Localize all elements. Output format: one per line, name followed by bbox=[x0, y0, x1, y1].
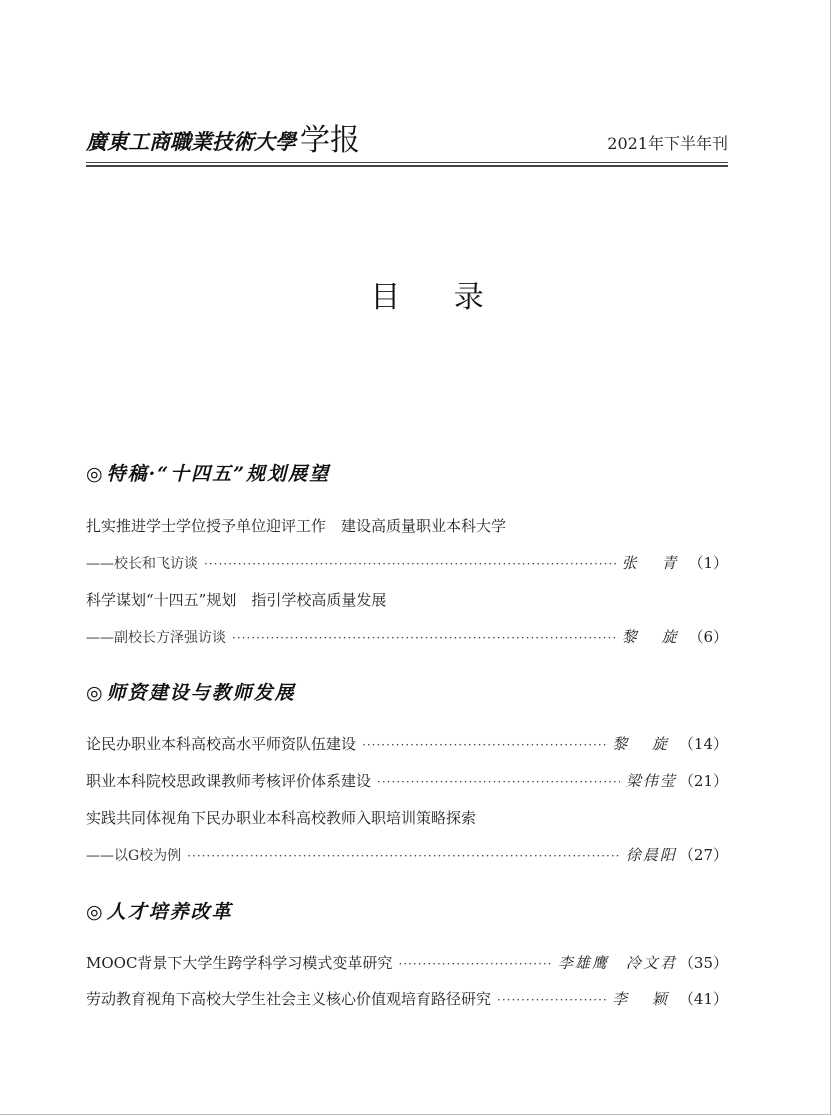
section-title-text: 师资建设与教师发展 bbox=[106, 682, 296, 704]
toc-entry[interactable] bbox=[86, 769, 728, 793]
leader-dots bbox=[362, 733, 606, 757]
section-title bbox=[86, 459, 330, 486]
toc-entry[interactable] bbox=[86, 625, 728, 649]
toc-entry[interactable] bbox=[86, 732, 728, 756]
entry-title[interactable]: 实践共同体视角下民办职业本科高校教师入职培训策略探索 bbox=[86, 809, 477, 827]
issue-label: 2021年下半年刊 bbox=[607, 134, 728, 153]
entry-page: （14） bbox=[678, 735, 728, 753]
double-circle-icon: ◎ bbox=[86, 901, 105, 923]
section-title bbox=[86, 678, 296, 705]
toc-entry[interactable] bbox=[86, 951, 728, 975]
journal-name-calligraphy: 廣東工商職業技術大學 bbox=[86, 129, 296, 154]
entry-title[interactable]: 科学谋划“十四五”规划 指引学校高质量发展 bbox=[86, 591, 387, 609]
journal-header bbox=[86, 118, 728, 160]
entry-author: 徐晨阳 bbox=[625, 846, 677, 864]
double-circle-icon: ◎ bbox=[86, 463, 105, 485]
leader-dots bbox=[398, 952, 551, 976]
journal-name bbox=[86, 114, 360, 158]
entry-subtitle: ——以G校为例 bbox=[86, 848, 182, 864]
entry-author: 黎 旋 bbox=[612, 735, 677, 753]
header-rule bbox=[86, 162, 728, 167]
toc-title: 目 录 bbox=[370, 280, 506, 315]
toc-entry[interactable] bbox=[86, 551, 728, 575]
leader-dots bbox=[204, 552, 616, 576]
entry-author: 张 青 bbox=[621, 554, 687, 572]
entry-author: 李 颖 bbox=[612, 990, 677, 1008]
entry-author: 梁伟莹 bbox=[625, 772, 677, 790]
entry-page: （1） bbox=[688, 554, 728, 572]
entry-title: MOOC背景下大学生跨学科学习模式变革研究 bbox=[86, 954, 393, 972]
entry-subtitle: ——副校长方泽强访谈 bbox=[86, 630, 226, 646]
entry-author: 黎 旋 bbox=[621, 628, 687, 646]
leader-dots bbox=[497, 988, 606, 1012]
section-title bbox=[86, 897, 233, 924]
section-title-text: 人才培养改革 bbox=[106, 901, 233, 923]
journal-name-suffix: 学报 bbox=[300, 123, 360, 158]
entry-title: 劳动教育视角下高校大学生社会主义核心价值观培育路径研究 bbox=[86, 990, 492, 1008]
entry-page: （35） bbox=[678, 954, 728, 972]
entry-author: 李雄鹰 冷文君 bbox=[557, 954, 677, 972]
leader-dots bbox=[187, 844, 620, 868]
section-title-text: 特稿·“十四五”规划展望 bbox=[106, 463, 331, 485]
entry-title: 职业本科院校思政课教师考核评价体系建设 bbox=[86, 772, 372, 790]
leader-dots bbox=[232, 626, 616, 650]
toc-entry[interactable] bbox=[86, 987, 728, 1011]
entry-page: （21） bbox=[678, 772, 728, 790]
entry-title: 论民办职业本科高校高水平师资队伍建设 bbox=[86, 735, 357, 753]
entry-subtitle: ——校长和飞访谈 bbox=[86, 556, 198, 572]
entry-title[interactable]: 扎实推进学士学位授予单位迎评工作 建设高质量职业本科大学 bbox=[86, 517, 507, 535]
leader-dots bbox=[377, 770, 620, 794]
entry-page: （6） bbox=[688, 628, 728, 646]
toc-entry[interactable] bbox=[86, 843, 728, 867]
entry-page: （27） bbox=[678, 846, 728, 864]
entry-page: （41） bbox=[678, 990, 728, 1008]
double-circle-icon: ◎ bbox=[86, 682, 105, 704]
